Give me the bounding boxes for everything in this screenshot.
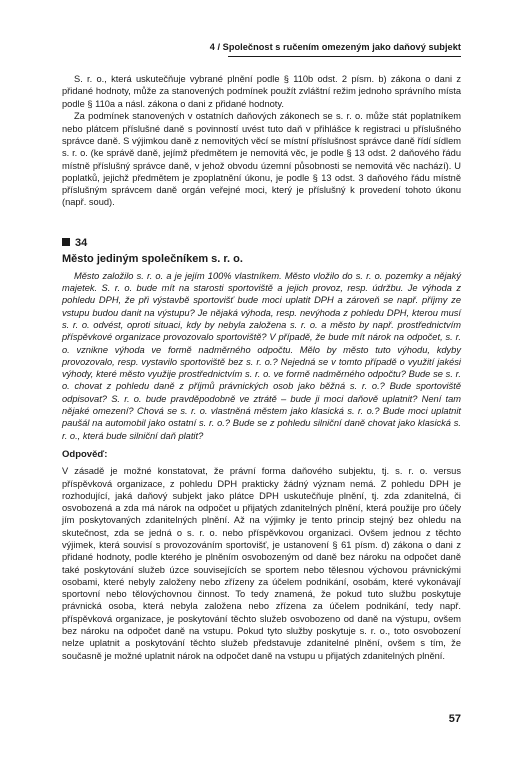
answer-text: V zásadě je možné konstatovat, že právní forma daňového subjektu, tj. s. r. o. versus příspěvková organizace, z pohledu DPH prakticky žádný význam nemá. Z pohledu DPH je rozhodující, jaká daňový subjekt jako plátce DPH uskutečňuje plnění, tj. zda zdanitelná, či osvobozená a zda má nárok na odpočet u přijatých zdanitelných plnění, která použije pro účely jím poskytovaných zdanitelných plnění. Až na výjimky je tento princip stejný bez ohledu na skutečnost, zda se jedná o s. r. o. nebo příspěvkovou organizaci. Ovšem jednou z těchto výjimek, která souvisí s provozováním sportovišť, je ustanovení § 61 písm. d) zákona o dani z přidané hodnoty, podle kterého je plněním osvobozeným od daně bez nároku na odpočet daně také poskytování služeb úzce souvisejících se sportem nebo tělesnou výchovou právnickými osobami, které nebyly založeny nebo zřízeny za účelem podnikání, osobám, které vykonávají sportovní nebo tělovýchovnou činnost. To tedy znamená, že pokud tuto službu poskytuje právnická osoba, která nebyla založena nebo zřízena za účelem podnikání, tedy např. příspěvková organizace, je poskytování těchto služeb osvobozeno od daně na výstupu, ovšem bez nároku na odpočet daně na vstupu. Pokud tyto služby poskytuje s. r. o., toto osvobození nelze uplatnit a poskytování těchto služeb představuje zdanitelné plnění, ovšem s tím, že současně je možné uplatnit nárok na odpočet daně na vstupu u přijatých zdanitelných plnění.	[62, 466, 461, 661]
page-body	[62, 73, 461, 662]
question-text: Město založilo s. r. o. a je jejím 100% vlastníkem. Město vložilo do s. r. o. pozemky a nějaký majetek. S. r. o. bude mít na starosti sportoviště a jejich provoz, resp. údržbu. Je výhoda z pohledu DPH, že při výstavbě sportovišť bude moci uplatit DPH a zároveň se např. příjmy ze vstupu budou danit na výstupu? Je nějaká výhoda, resp. nevýhoda z pohledu DPH, kterou musí s. r. o. odvést, oproti situaci, kdy by nebyla založena s. r. o. a město by např. prostřednictvím příspěvkové organizace provozovalo sportoviště? V případě, že bude mít nárok na odpočet, s. r. o. vznikne výhoda ve formě nadměrného odpočtu. Mělo by město tuto výhodu, kdyby provozovalo, resp. vystavilo sportoviště bez s. r. o.? Nejedná se v tomto případě o využití jakési výhody, které město využije prostřednictvím s. r. o. ve formě nadměrného odpočtu? Bude se s. r. o. chovat z pohledu daně z příjmů právnických osob jako běžná s. r. o.? Bude sportoviště odpisovat? S. r. o. bude pravděpodobně ve ztrátě – bude ji moci daňově uplatnit? Není tam nějaké omezení? Chová se s. r. o. vlastněná městem jako klasická s. r. o.? Bude moci uplatnit paušál na automobil jako ostatní s. r. o.? Bude se z pohledu silniční daně chovat jako klasická s. r. o., která bude silniční daň platit?	[62, 270, 461, 441]
intro-paragraph-1: S. r. o., která uskutečňuje vybrané plnění podle § 110b odst. 2 písm. b) zákona o dani z přidané hodnoty, může za stanovených podmínek použít zvláštní režim jednoho správního místa podle § 110a a násl. zákona o dani z přidané hodnoty.	[62, 74, 461, 109]
section-heading	[62, 236, 461, 250]
page-number: 57	[448, 713, 461, 725]
header-rule	[228, 56, 461, 57]
intro-paragraph-2: Za podmínek stanovených v ostatních daňových zákonech se s. r. o. může stát poplatníkem nebo plátcem příslušné daně s povinností uvést tuto daň v přihlášce k registraci u příslušného správce daně. S výjimkou daně z nemovitých věcí se místní příslušnost správce daně řídí sídlem s. r. o. (ke správě daně, jejímž předmětem je nemovitá věc, je podle § 13 odst. 2 daňového řádu místně příslušný správce daně, v jehož obvodu územní působnosti se nemovitá věc nachází). U poplatků, jejichž předmětem je zpoplatnění úkonu, je podle § 13 odst. 3 daňového řádu místně příslušným správcem daně orgán veřejné moci, který je příslušný k provedení tohoto úkonu (např. soud).	[62, 111, 461, 208]
section-number: 34	[75, 236, 88, 249]
answer-label: Odpověď:	[62, 448, 108, 460]
running-header: 4 / Společnost s ručením omezeným jako daňový subjekt	[209, 42, 461, 52]
section-title: Město jediným společníkem s. r. o.	[62, 252, 243, 265]
square-bullet-icon	[62, 238, 70, 246]
